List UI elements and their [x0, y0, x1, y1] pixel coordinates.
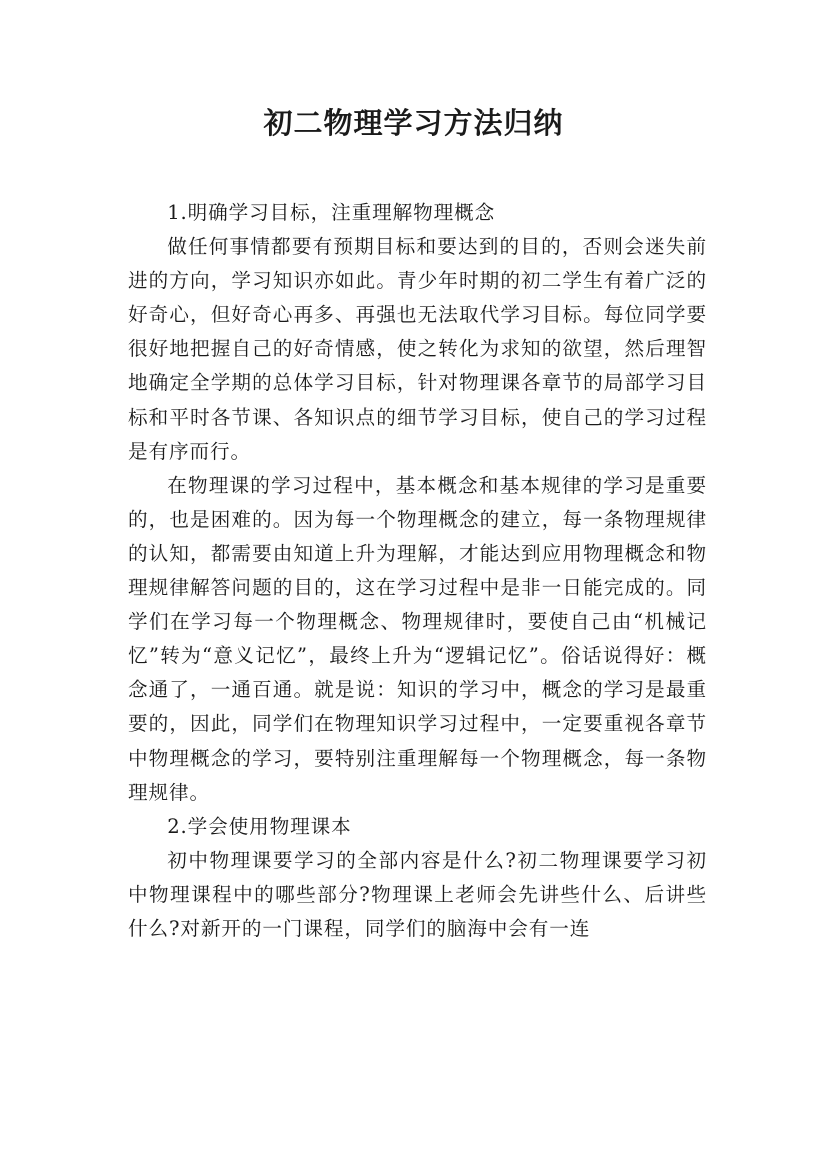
paragraph-learning-goals: 做任何事情都要有预期目标和要达到的目的，否则会迷失前进的方向，学习知识亦如此。青少年时期的初二学生有着广泛的好奇心，但好奇心再多、再强也无法取代学习目标。每位同学要很好地把握自己的好奇情感，使之转化为求知的欲望，然后理智地确定全学期的总体学习目标，针对物理课各章节的局部学习目标和平时各节课、各知识点的细节学习目标，使自己的学习过程是有序而行。: [128, 235, 707, 463]
paragraph-physics-concepts: 在物理课的学习过程中，基本概念和基本规律的学习是重要的，也是困难的。因为每一个物理概念的建立，每一条物理规律的认知，都需要由知道上升为理解，才能达到应用物理概念和物理规律解答问题的目的，这在学习过程中是非一日能完成的。同学们在学习每一个物理概念、物理规律时，要使自己由“机械记忆”转为“意义记忆”，最终上升为“逻辑记忆”。俗话说得好：概念通了，一通百通。就是说：知识的学习中，概念的学习是最重要的，因此，同学们在物理知识学习过程中，一定要重视各章节中物理概念的学习，要特别注重理解每一个物理概念，每一条物理规律。: [128, 473, 707, 804]
paragraph-textbook-use: 初中物理课要学习的全部内容是什么?初二物理课要学习初中物理课程中的哪些部分?物理课上老师会先讲些什么、后讲些什么?对新开的一门课程，同学们的脑海中会有一连: [128, 848, 707, 940]
document-body: [128, 196, 707, 946]
section-heading-1: 1.明确学习目标，注重理解物理概念: [167, 201, 496, 224]
document-title: 初二物理学习方法归纳: [263, 106, 564, 140]
section-heading-2: 2.学会使用物理课本: [167, 814, 352, 838]
